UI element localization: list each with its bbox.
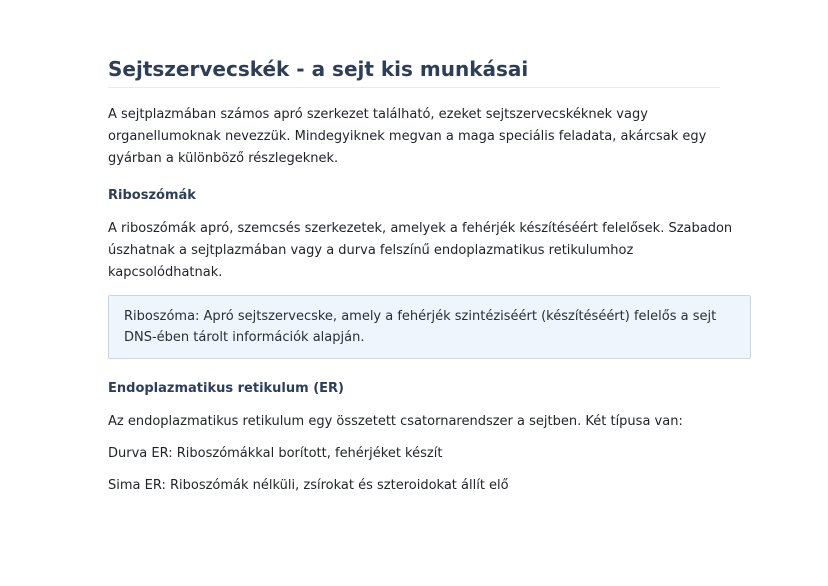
smooth-er-text: Sima ER: Riboszómák nélküli, zsírokat és szteroidokat állít elő	[108, 478, 509, 493]
intro-paragraph: A sejtplazmában számos apró szerkezet található, ezeket sejtszervecskéknek vagy organellumoknak nevezzük. Mindegyiknek megvan a maga speciális feladata, akárcsak egy gyárban a különböző részlegeknek.	[108, 107, 707, 166]
er-paragraph: Az endoplazmatikus retikulum egy összetett csatornarendszer a sejtben. Két típusa van:	[108, 414, 683, 429]
section-heading-ribosomes: Riboszómák	[108, 188, 196, 203]
page-title: Sejtszervecskék - a sejt kis munkásai	[108, 56, 720, 88]
ribosomes-paragraph: A riboszómák apró, szemcsés szerkezetek, amelyek a fehérjék készítéséért felelősek. Szabadon úszhatnak a sejtplazmában vagy a durva felszínű endoplazmatikus retikulumhoz kapcsolódhatnak.	[108, 221, 733, 280]
rough-er-text: Durva ER: Riboszómákkal borított, fehérjéket készít	[108, 446, 443, 461]
section-heading-er: Endoplazmatikus retikulum (ER)	[108, 381, 344, 396]
ribosome-definition: Riboszóma: Apró sejtszervecske, amely a fehérjék szintéziséért (készítéséért) felelős a sejt DNS-ében tárolt információk alapján.	[124, 309, 717, 345]
definition-box	[108, 295, 751, 359]
article	[108, 56, 751, 497]
